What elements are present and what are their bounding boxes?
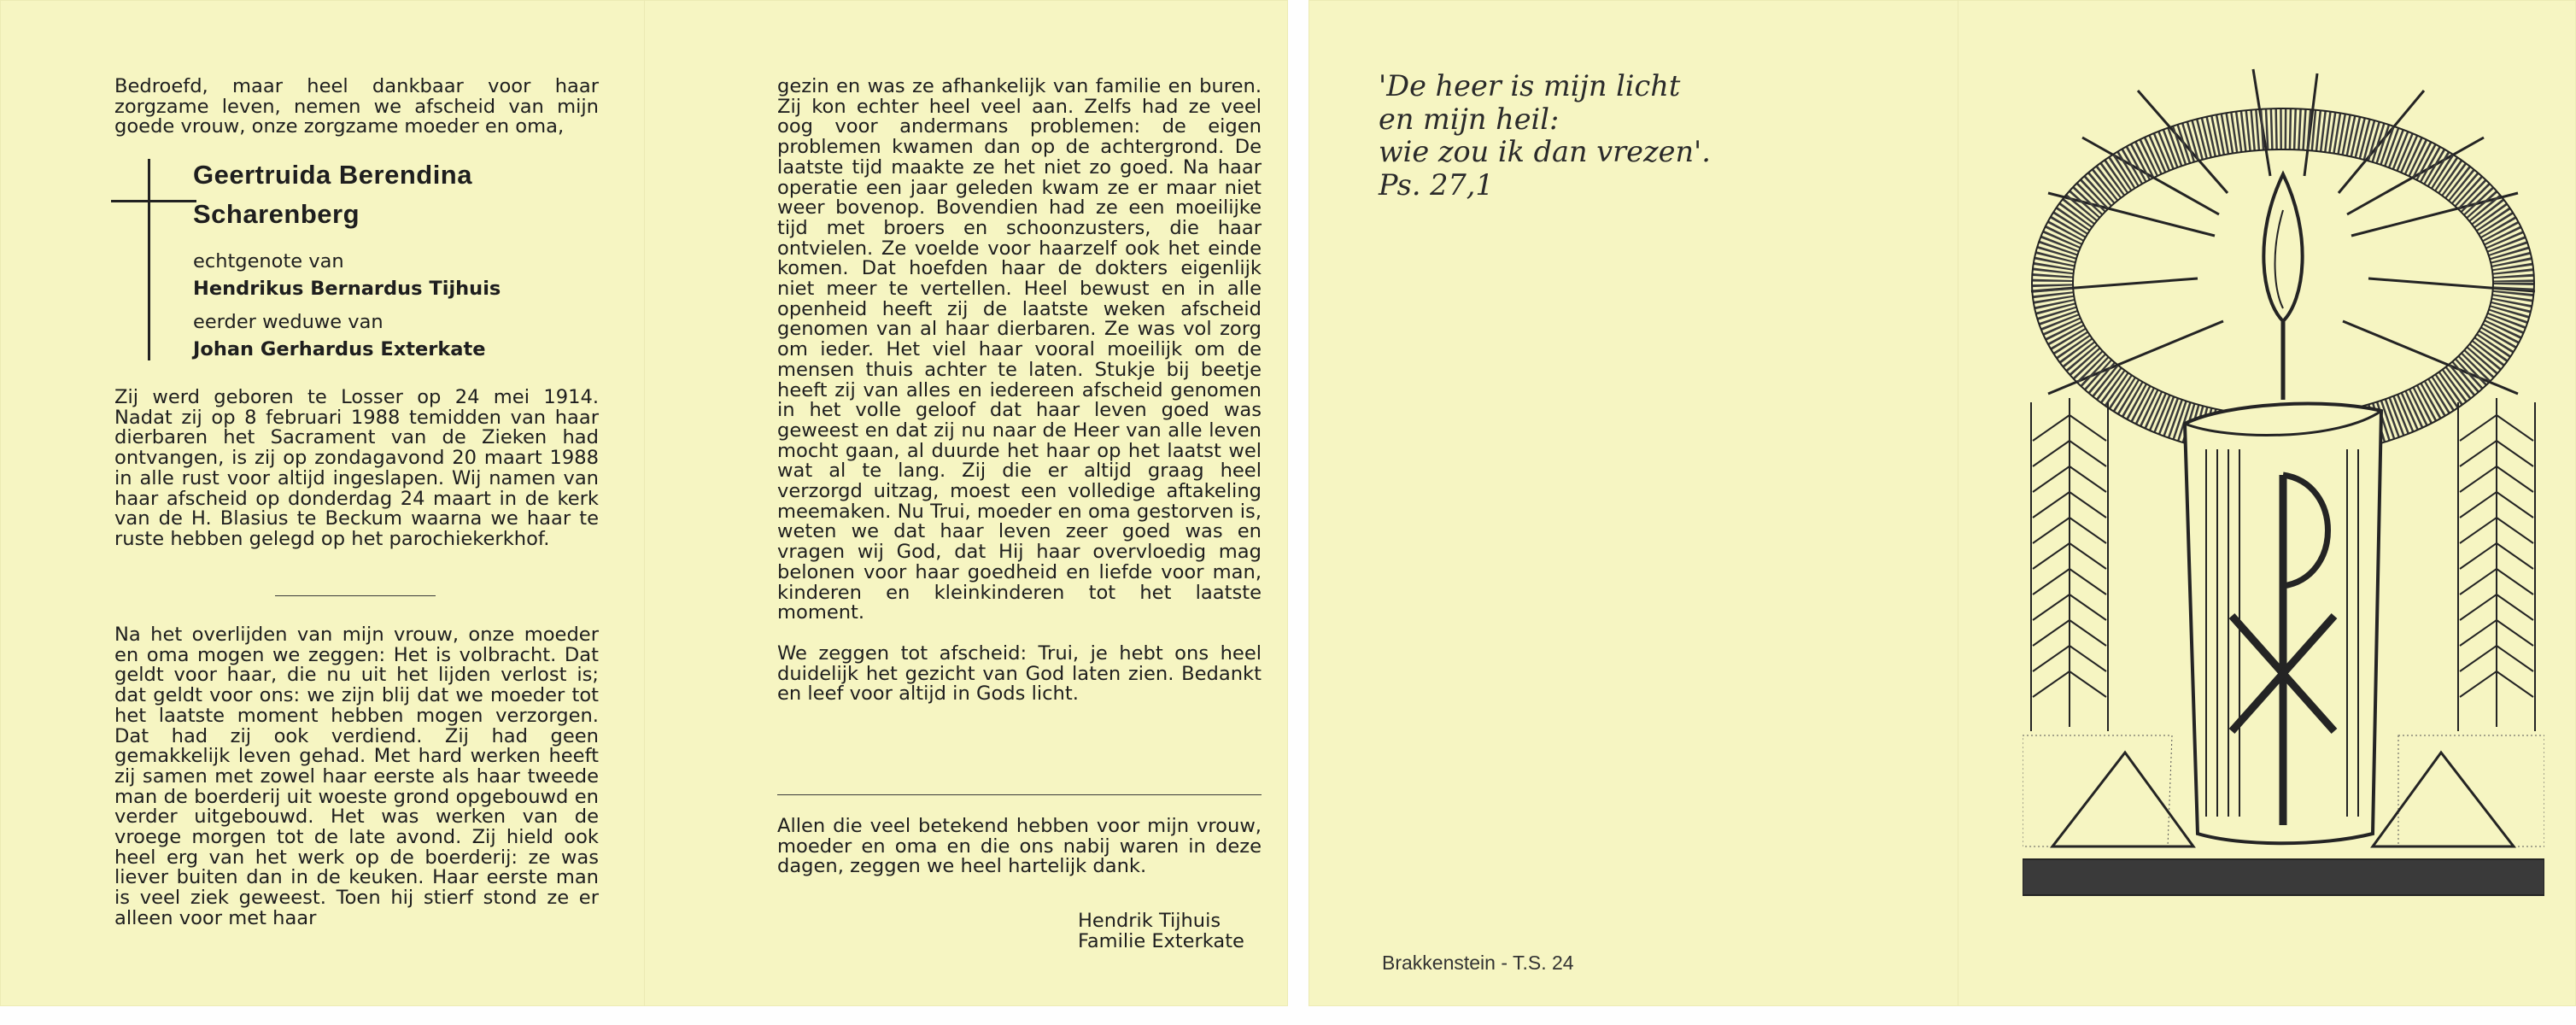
fold-line xyxy=(644,0,645,1006)
psalm-quote xyxy=(1379,70,1711,202)
spouse-name: Hendrikus Bernardus Tijhuis xyxy=(193,278,501,300)
spouse-label: echtgenote van xyxy=(193,250,344,272)
quote-reference: Ps. 27,1 xyxy=(1379,167,1494,202)
left-wheat-sheaf xyxy=(2031,398,2108,731)
continuation-text: gezin en was ze afhankelijk van familie en buren. Zij kon echter heel veel aan. Zelfs had ze veel oog voor andermans problemen: de eigen problemen kwamen dan op de achtergrond. De laatste tijd maakte ze het niet zo goed. Na haar operatie een jaar geleden kwam ze er maar niet weer bovenop. Bovendien had ze een moeilijke tijd met broers en schoonzusters, die haar ontvielen. Ze voelde voor haarzelf ook het einde komen. Dat hoefden haar de dokters eigenlijk niet meer te vertellen. Heel bewust en in alle openheid heeft zij de laatste weken afscheid genomen van al haar dierbaren. Ze was vol zorg om ieder. Het viel haar vooral moeilijk om de mensen thuis achter te laten. Stukje bij beetje heeft zij van alles en iedereen afscheid genomen in het volle geloof dat haar leven goed was geweest en dat zij nu naar de Heer van alle leven mocht gaan, al duurde het haar op het laatst wel wat al te lang. Zij die er altijd graag heel verzorgd uitzag, moest een volledige aftakeling meemaken. Nu Trui, moeder en oma gestorven is, weten we dat haar leven zeer goed was en vragen wij God, dat Hij haar overvloedig mag belonen voor haar goedheid en liefde voor man, kinderen en kleinkinderen tot het laatste moment. xyxy=(777,75,1262,624)
intro-text: Bedroefd, maar heel dankbaar voor haar zorgzame leven, nemen we afscheid van mijn goede vrouw, onze zorgzame moeder en oma, xyxy=(114,75,599,138)
flame-icon xyxy=(2263,174,2302,321)
deceased-surname: Scharenberg xyxy=(193,199,360,229)
quote-line: en mijn heil: xyxy=(1379,102,1560,136)
deceased-first-names: Geertruida Berendina xyxy=(193,160,472,190)
publisher-imprint: Brakkenstein - T.S. 24 xyxy=(1382,952,1574,974)
quote-line: 'De heer is mijn licht xyxy=(1379,69,1681,102)
base-plate xyxy=(2023,859,2544,895)
deceased-block xyxy=(193,155,603,360)
farewell-text: We zeggen tot afscheid: Trui, je hebt ons heel duidelijk het gezicht van God laten zien. Bedankt en leef voor altijd in Gods licht. xyxy=(777,641,1262,706)
signature-name: Hendrik Tijhuis xyxy=(1078,910,1221,932)
panel-bio xyxy=(114,388,599,550)
signature-family: Familie Exterkate xyxy=(1078,930,1244,952)
memorial-text: Na het overlijden van mijn vrouw, onze moeder en oma mogen we zeggen: Het is volbracht. Dat geldt voor haar, die nu uit het lijden verlost is; dat geldt voor ons: we zijn blij dat we moeder tot het laatste moment hebben mogen verzorgen. Dat had zij ook verdiend. Zij had geen gemakkelijk leven gehad. Met hard werken heeft zij samen met zowel haar eerste als haar tweede man de boerderij uit woeste grond opgebouwd en verder uitgebouwd. Het was werken van de vroege morgen tot de late avond. Zij hield ook heel erg van het werk op de boerderij: ze was liever buiten dan in de keuken. Haar eerste man is veel ziek geweest. Toen hij stierf stond ze er alleen voor met haar xyxy=(114,624,599,929)
candle-woodcut-illustration xyxy=(2023,65,2544,907)
right-wheat-sheaf xyxy=(2458,398,2535,731)
quote-line: wie zou ik dan vrezen'. xyxy=(1379,135,1711,168)
panel-intro xyxy=(114,77,599,138)
divider xyxy=(275,595,436,596)
cross-icon xyxy=(111,159,196,360)
bio-text: Zij werd geboren te Losser op 24 mei 1914. Nadat zij op 8 februari 1988 temidden van haar dierbaren het Sacrament van de Zieken had ontvangen, is zij op zondagavond 20 maart 1988 in alle rust voor altijd ingeslapen. Wij namen van haar afscheid op donderdag 24 maart in de kerk van de H. Blasius te Beckum waarna we haar te ruste hebben gelegd op het parochiekerkhof. xyxy=(114,386,599,550)
signature-block xyxy=(1078,911,1266,952)
panel-thanks xyxy=(777,817,1262,877)
panel-continuation xyxy=(777,77,1262,705)
thanks-text: Allen die veel betekend hebben voor mijn vrouw, moeder en oma en die ons nabij waren in deze dagen, zeggen we heel hartelijk dank. xyxy=(777,815,1262,878)
panel-memorial xyxy=(114,625,599,929)
former-spouse-name: Johan Gerhardus Exterkate xyxy=(193,338,486,360)
former-spouse-label: eerder weduwe van xyxy=(193,311,383,333)
divider xyxy=(777,794,1262,795)
